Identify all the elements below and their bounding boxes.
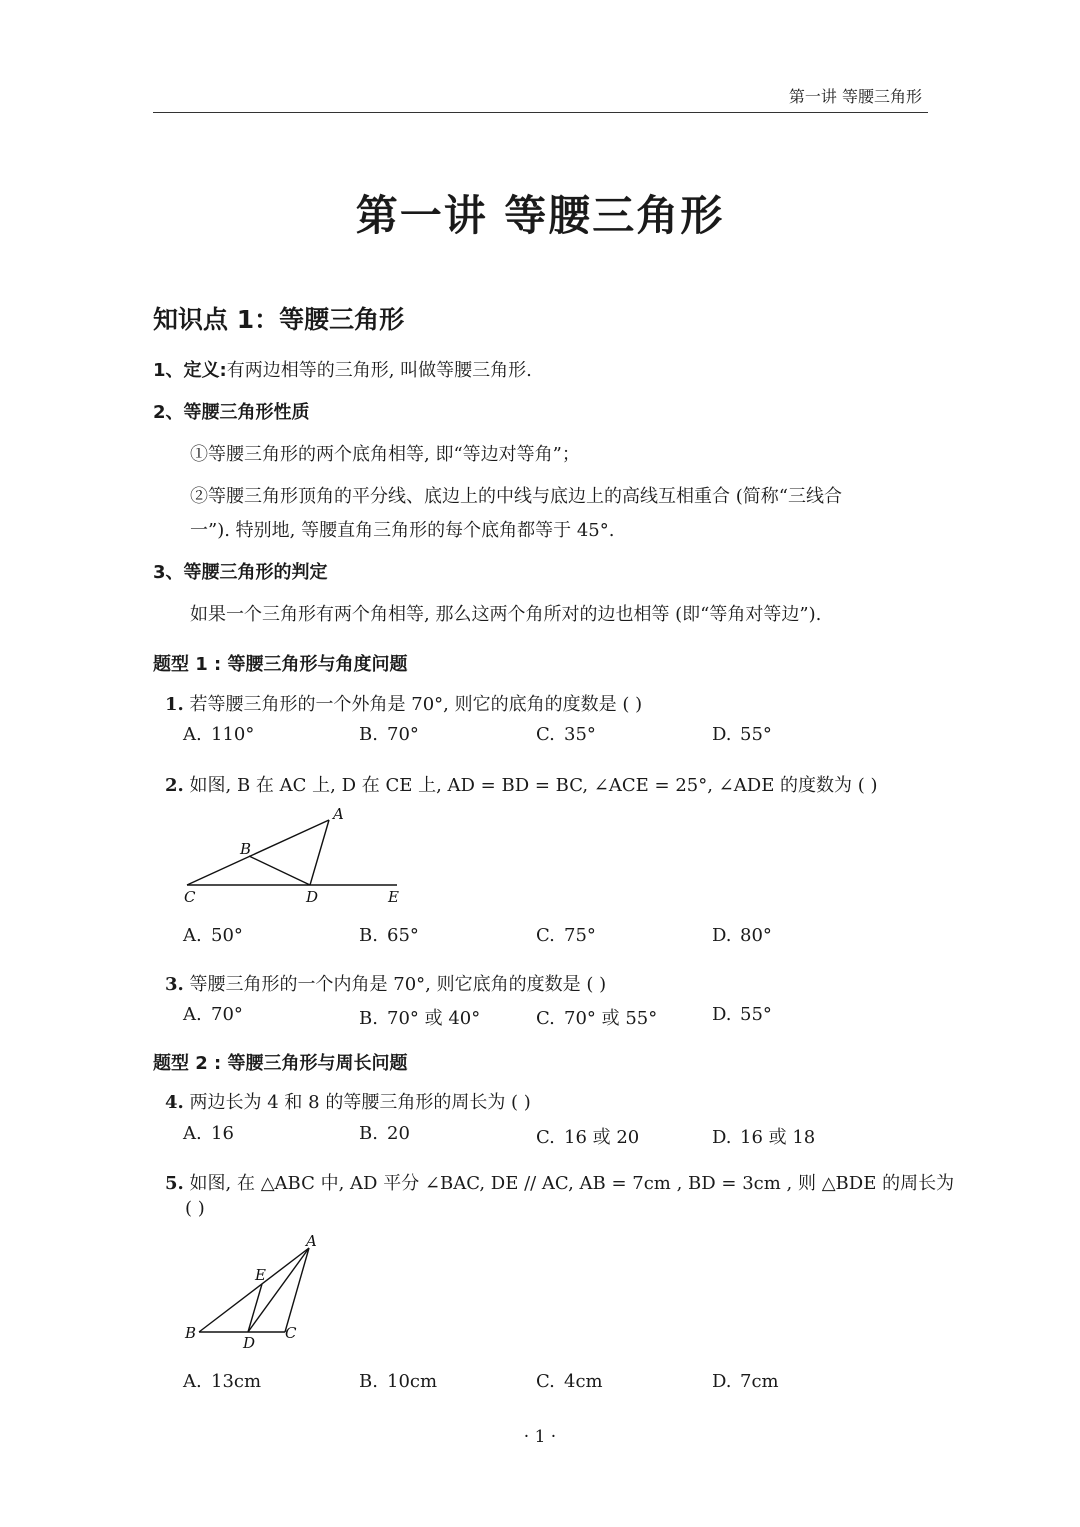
- figure-question-2: [175, 800, 415, 910]
- q1-option-d[interactable]: D. 55°: [712, 724, 772, 745]
- line-bd: [249, 856, 310, 885]
- q1-option-c[interactable]: C. 35°: [536, 724, 596, 745]
- question-5: [165, 1169, 954, 1195]
- question-4-number: 4.: [165, 1092, 184, 1113]
- line-ca: [187, 820, 329, 885]
- property-item-1: ①等腰三角形的两个底角相等, 即“等边对等角”；: [190, 444, 580, 465]
- q1-option-a[interactable]: A. 110°: [183, 724, 255, 745]
- label-c: C: [184, 888, 196, 906]
- label-d: D: [306, 888, 319, 906]
- property-item-2-line1: ②等腰三角形顶角的平分线、底边上的中线与底边上的高线互相重合 (简称“三线合: [190, 486, 842, 507]
- label-a: A: [333, 805, 344, 823]
- question-5-line2: ( ): [185, 1198, 205, 1219]
- q4-option-b[interactable]: B. 20: [359, 1123, 410, 1144]
- label-c: C: [285, 1324, 297, 1342]
- q5-option-a[interactable]: A. 13cm: [183, 1371, 262, 1392]
- question-2: [165, 771, 878, 797]
- definition-text: 有两边相等的三角形, 叫做等腰三角形.: [226, 360, 532, 381]
- judgement-text: 如果一个三角形有两个角相等, 那么这两个角所对的边也相等 (即“等角对等边”).: [190, 604, 822, 625]
- question-1-number: 1.: [165, 694, 184, 715]
- label-e: E: [255, 1266, 266, 1284]
- running-header: 第一讲 等腰三角形: [788, 87, 922, 106]
- definition: [153, 356, 532, 382]
- label-e: E: [388, 888, 399, 906]
- q2-option-a[interactable]: A. 50°: [183, 925, 243, 946]
- definition-label: 1、定义:: [153, 360, 227, 381]
- question-2-text: 如图, B 在 AC 上, D 在 CE 上, AD = BD = BC, ∠ACE = 25°, ∠ADE 的度数为 ( ): [189, 775, 878, 796]
- question-5-number: 5.: [165, 1173, 184, 1194]
- page-number: · 1 ·: [523, 1427, 557, 1447]
- q5-option-c[interactable]: C. 4cm: [536, 1371, 603, 1392]
- question-5-text: 如图, 在 △ABC 中, AD 平分 ∠BAC, DE // AC, AB = 7cm , BD = 3cm , 则 △BDE 的周长为: [189, 1173, 955, 1194]
- q5-option-b[interactable]: B. 10cm: [359, 1371, 438, 1392]
- q4-option-c[interactable]: C. 16 或 20: [536, 1127, 640, 1148]
- q5-option-d[interactable]: D. 7cm: [712, 1371, 779, 1392]
- q1-option-b[interactable]: B. 70°: [359, 724, 419, 745]
- knowledge-point-heading: 知识点 1：等腰三角形: [153, 305, 405, 334]
- q2-option-b[interactable]: B. 65°: [359, 925, 419, 946]
- label-a: A: [306, 1232, 317, 1250]
- line-de: [248, 1284, 262, 1332]
- q4-option-a[interactable]: A. 16: [183, 1123, 234, 1144]
- line-ba: [199, 1248, 309, 1332]
- question-1-text: 若等腰三角形的一个外角是 70°, 则它的底角的度数是 ( ): [189, 694, 643, 715]
- q3-option-d[interactable]: D. 55°: [712, 1004, 772, 1025]
- question-type-2-heading: 题型 2 : 等腰三角形与周长问题: [153, 1053, 408, 1074]
- figure-question-5: [175, 1228, 335, 1353]
- line-ad: [310, 820, 329, 885]
- question-3-number: 3.: [165, 974, 184, 995]
- label-b: B: [185, 1324, 197, 1342]
- q2-option-c[interactable]: C. 75°: [536, 925, 596, 946]
- label-d: D: [243, 1334, 256, 1352]
- header-rule: [153, 112, 928, 113]
- q4-option-d[interactable]: D. 16 或 18: [712, 1127, 816, 1148]
- q2-option-d[interactable]: D. 80°: [712, 925, 772, 946]
- properties-heading: 2、等腰三角形性质: [153, 402, 310, 423]
- q3-option-a[interactable]: A. 70°: [183, 1004, 243, 1025]
- question-4-text: 两边长为 4 和 8 的等腰三角形的周长为 ( ): [189, 1092, 531, 1113]
- question-4: [165, 1088, 531, 1114]
- page-title: 第一讲 等腰三角形: [355, 191, 725, 240]
- question-2-number: 2.: [165, 775, 184, 796]
- question-3: [165, 970, 606, 996]
- line-ac: [285, 1248, 309, 1332]
- line-ad: [248, 1248, 309, 1332]
- property-item-2-line2: 一”). 特别地, 等腰直角三角形的每个底角都等于 45°.: [190, 520, 615, 541]
- q3-option-b[interactable]: B. 70° 或 40°: [359, 1008, 481, 1029]
- question-type-1-heading: 题型 1 : 等腰三角形与角度问题: [153, 654, 408, 675]
- label-b: B: [240, 840, 252, 858]
- q3-option-c[interactable]: C. 70° 或 55°: [536, 1008, 658, 1029]
- question-1: [165, 690, 642, 716]
- judgement-heading: 3、等腰三角形的判定: [153, 562, 328, 583]
- question-3-text: 等腰三角形的一个内角是 70°, 则它底角的度数是 ( ): [189, 974, 607, 995]
